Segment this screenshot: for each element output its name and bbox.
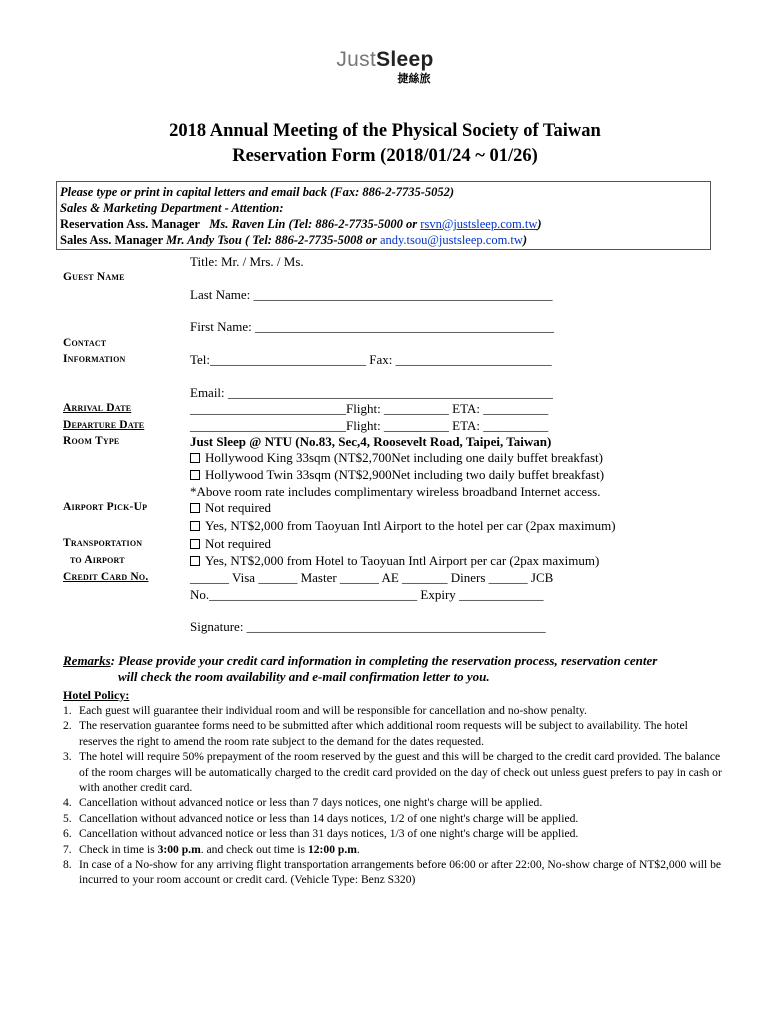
- policy-text: Cancellation without advanced notice or less than 14 days notices, 1/2 of one night's charge will be applied.: [79, 811, 579, 825]
- reservation-email-link[interactable]: rsvn@justsleep.com.tw: [420, 217, 538, 231]
- room-note: *Above room rate includes complimentary wireless broadband Internet access.: [190, 484, 601, 499]
- policy-number: 3.: [63, 750, 72, 764]
- policy-text: . and check out time is: [200, 842, 308, 856]
- first-name-field[interactable]: First Name: ______________________________________________: [190, 319, 554, 334]
- label-credit-card: Credit Card No.: [63, 571, 149, 583]
- signature-field[interactable]: Signature: ______________________________________________: [190, 619, 546, 634]
- transport-no-label: Not required: [205, 536, 272, 551]
- room-king-label: Hollywood King 33sqm (NT$2,700Net including one daily buffet breakfast): [205, 450, 603, 465]
- tel-fax-field[interactable]: Tel:________________________ Fax: ________________________: [190, 352, 552, 367]
- policy-number: 6.: [63, 827, 72, 841]
- paren-close: ): [537, 217, 542, 231]
- label-departure-date: Departure Date: [63, 419, 145, 431]
- policy-number: 1.: [63, 704, 72, 717]
- label-to-airport: to Airport: [70, 554, 125, 566]
- remarks-line-1: [63, 653, 718, 669]
- arrival-field[interactable]: ________________________Flight: __________ ETA: __________: [190, 401, 549, 416]
- room-option-twin: [190, 467, 604, 483]
- contact-header-box: [56, 181, 711, 250]
- label-transportation: Transportation: [63, 537, 143, 549]
- pickup-option-no: [190, 500, 271, 516]
- transport-yes-label: Yes, NT$2,000 from Hotel to Taoyuan Intl Airport per car (2pax maximum): [205, 553, 600, 568]
- policy-text: In case of a No-show for any arriving flight transportation arrangements before 06:00 or after 22:00, No-show charge of NT$2,000 will be incurred to your room account or credit card. (Vehicle Type: Benz S320): [79, 858, 722, 887]
- policy-item: [63, 842, 723, 857]
- sales-manager-label: Sales Ass. Manager: [60, 233, 163, 247]
- pickup-yes-label: Yes, NT$2,000 from Taoyuan Intl Airport to the hotel per car (2pax maximum): [205, 518, 616, 533]
- remarks-line-2: will check the room availability and e-mail confirmation letter to you.: [118, 669, 490, 684]
- pickup-option-yes: [190, 518, 616, 534]
- label-contact: Contact: [63, 337, 107, 349]
- room-king-checkbox[interactable]: [190, 453, 200, 463]
- sales-manager-name: Mr. Andy Tsou ( Tel: 886-2-7735-5008 or: [166, 233, 380, 247]
- page-title-line1: 2018 Annual Meeting of the Physical Society of Taiwan: [169, 121, 601, 141]
- policy-text: .: [356, 842, 360, 856]
- policy-text: Cancellation without advanced notice or less than 7 days notices, one night's charge will be applied.: [79, 796, 543, 810]
- header-line-2: Sales & Marketing Department - Attention:: [60, 201, 284, 215]
- remarks: [63, 653, 718, 685]
- policy-item: [63, 718, 723, 749]
- departure-field[interactable]: ________________________Flight: __________ ETA: __________: [190, 418, 549, 433]
- policy-item: [63, 795, 723, 810]
- room-twin-checkbox[interactable]: [190, 470, 200, 480]
- policy-item: [63, 749, 723, 795]
- label-information: Information: [63, 353, 126, 365]
- title-field[interactable]: Title: Mr. / Mrs. / Ms.: [190, 254, 304, 269]
- logo-chinese: 捷絲旅: [397, 72, 431, 85]
- header-line-1: Please type or print in capital letters and email back (Fax: 886-2-7735-5052): [60, 185, 455, 199]
- email-field[interactable]: Email: __________________________________________________: [190, 385, 553, 400]
- policy-text: The reservation guarantee forms need to be submitted after which additional room requests will be subject to availability. The hotel reserves the right to amend the room rate subject to the demand for the dates requested.: [79, 719, 688, 748]
- hotel-address: Just Sleep @ NTU (No.83, Sec,4, Roosevelt Road, Taipei, Taiwan): [190, 434, 552, 449]
- room-option-king: [190, 450, 603, 466]
- header-line-4: [60, 232, 707, 248]
- transport-option-yes: [190, 553, 599, 569]
- label-guest-name: Guest Name: [63, 271, 125, 283]
- policy-item: [63, 811, 723, 826]
- policy-item: [63, 703, 723, 718]
- label-airport-pickup: Airport Pick-Up: [63, 501, 148, 513]
- paren-close: ): [522, 233, 528, 247]
- card-number-field[interactable]: No.________________________________ Expiry _____________: [190, 587, 544, 602]
- page-title-line2: Reservation Form (2018/01/24 ~ 01/26): [232, 146, 538, 166]
- policy-item: [63, 826, 723, 841]
- card-types-field[interactable]: ______ Visa ______ Master ______ AE _______ Diners ______ JCB: [190, 570, 554, 585]
- remarks-label: Remarks: [63, 653, 111, 668]
- policy-text: Check in time is: [79, 842, 158, 856]
- policy-number: 5.: [63, 811, 72, 825]
- policy-text: Cancellation without advanced notice or less than 31 days notices, 1/3 of one night's charge will be applied.: [79, 827, 579, 841]
- header-line-3: [60, 216, 707, 232]
- room-twin-label: Hollywood Twin 33sqm (NT$2,900Net including two daily buffet breakfast): [205, 467, 605, 482]
- label-room-type: Room Type: [63, 435, 120, 447]
- policy-number: 8.: [63, 858, 72, 872]
- reservation-manager-name: Ms. Raven Lin (Tel: 886-2-7735-5000 or: [209, 217, 421, 231]
- label-arrival-date: Arrival Date: [63, 402, 132, 414]
- checkout-time: 12:00 p.m: [307, 842, 357, 856]
- logo-sleep: Sleep: [376, 48, 434, 71]
- logo-wordmark: [0, 48, 770, 72]
- policy-text: Each guest will guarantee their individual room and will be responsible for cancellation and no-show penalty.: [79, 704, 587, 717]
- transport-yes-checkbox[interactable]: [190, 556, 200, 566]
- policy-list: [63, 703, 723, 888]
- policy-text: The hotel will require 50% prepayment of the room reserved by the guest and this will be charged to the credit card provided. The balance of the room charges will be automatically charged to the credit card provided on the day of check out unless guest prefers to pay in cash or with another credit card.: [79, 750, 722, 795]
- pickup-yes-checkbox[interactable]: [190, 521, 200, 531]
- transport-option-no: [190, 536, 271, 552]
- pickup-no-checkbox[interactable]: [190, 503, 200, 513]
- pickup-no-label: Not required: [205, 500, 272, 515]
- policy-item: [63, 857, 723, 888]
- checkin-time: 3:00 p.m: [157, 842, 201, 856]
- transport-no-checkbox[interactable]: [190, 539, 200, 549]
- policy-number: 4.: [63, 796, 72, 810]
- policy-number: 7.: [63, 842, 72, 856]
- policy-number: 2.: [63, 719, 72, 733]
- policy-title: Hotel Policy:: [63, 688, 130, 702]
- sales-email-link[interactable]: andy.tsou@justsleep.com.tw: [379, 233, 523, 247]
- hotel-logo: [0, 48, 770, 86]
- last-name-field[interactable]: Last Name: ______________________________________________: [190, 287, 553, 302]
- remarks-text-1: : Please provide your credit card information in completing the reservation process, reservation center: [110, 653, 658, 668]
- logo-just: Just: [336, 48, 377, 71]
- reservation-manager-label: Reservation Ass. Manager: [60, 217, 200, 231]
